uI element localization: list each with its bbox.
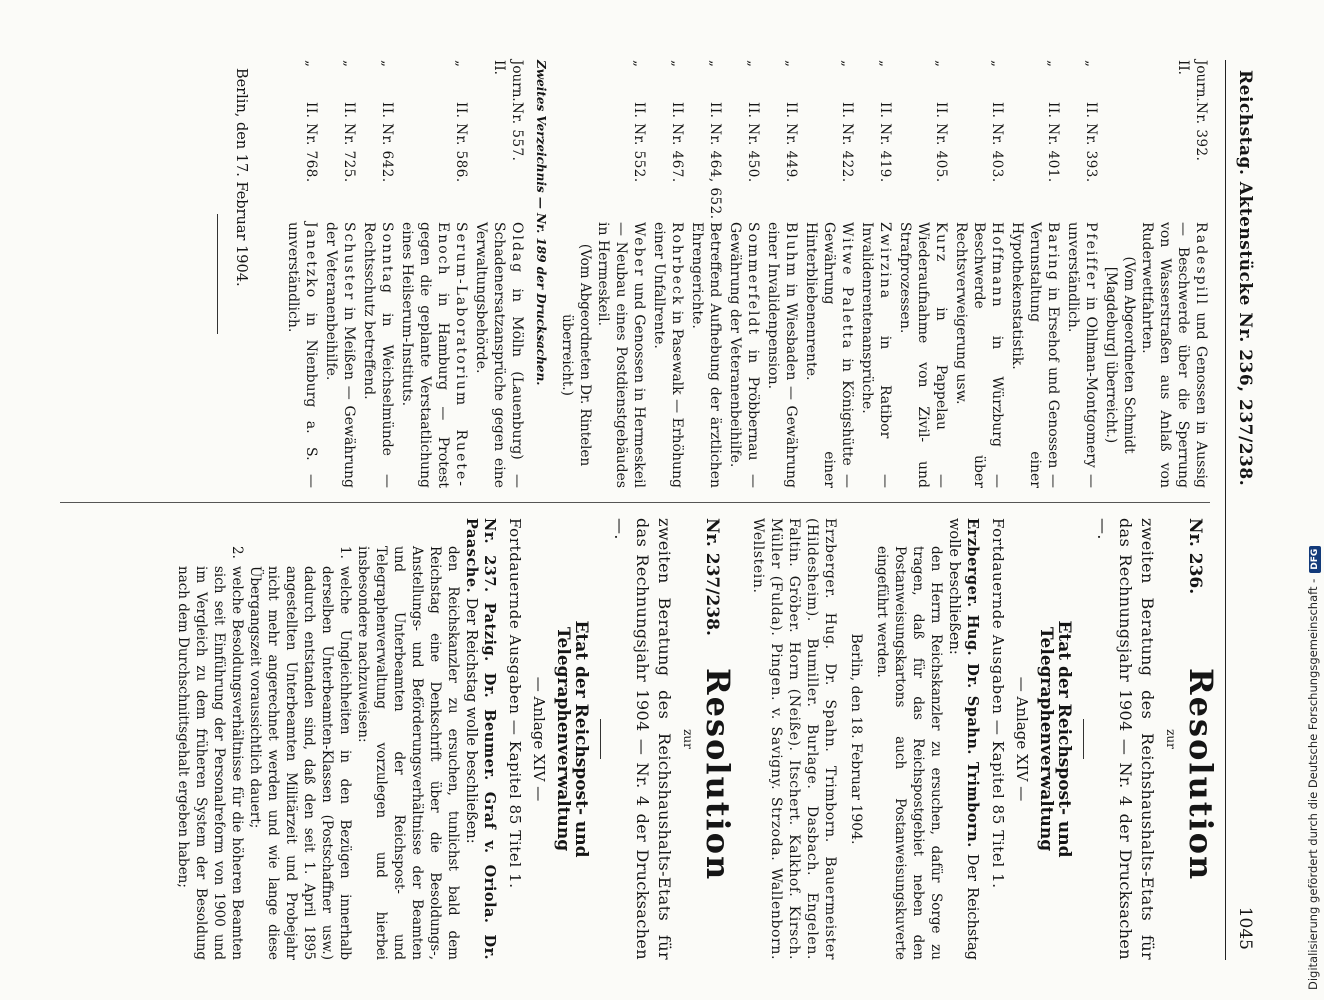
resolution-number: Nr. 237/238. (702, 518, 722, 636)
etat-heading: Etat der Reichspost- und Telegraphenverwaltung (553, 620, 591, 858)
petition-entry (284, 60, 320, 488)
petition-number: II. Nr. 768. (303, 102, 319, 183)
item-number: 2. (229, 546, 245, 559)
page-number: 1045 (1235, 906, 1255, 950)
page-header (1225, 60, 1256, 960)
resolution-number: Nr. 236. (1185, 518, 1205, 595)
journal-ref: „ (1083, 60, 1099, 67)
petition-note: (Vom Abgeordneten Schmidt [Magdeburg] überreicht.) (1103, 256, 1137, 454)
petition-number: II. Nr. 552. (631, 102, 647, 183)
motion-line (945, 518, 981, 960)
list-heading: Zweites Verzeichnis — Nr. 189 der Drucksachen. (534, 60, 548, 386)
petition-subject: in Wiesbaden — Gewährung einer Invalidenpension. (765, 222, 799, 489)
item-number: 1. (337, 546, 353, 559)
petitioner-name: Janetzko (303, 222, 319, 300)
motion-text: Der Reichstag wolle beschließen: (463, 597, 479, 844)
petitioner-name: Kurz (933, 222, 949, 264)
petition-subject: in Ersehof und Genossen — Verunstaltung einer Hypothekenstatistik. (1009, 222, 1061, 488)
petition-subject: in Meißen — Gewährung der Veteranenbeihilfe. (323, 222, 357, 488)
dfg-logo: DFG (1309, 546, 1321, 573)
petition-subject: Betreffend Aufhebung der ärztlichen Ehrengerichte. (689, 222, 723, 488)
petition-entry (1008, 60, 1062, 488)
resolution-title: Resolution (699, 668, 737, 882)
petition-number: II. Nr. 405. (933, 102, 949, 183)
petition-subject: in Pappelau — Wiederaufnahme von Zivil- und Strafprozessen. (897, 222, 949, 488)
etat-heading: Etat der Reichspost- und Telegraphenverwaltung (1036, 620, 1074, 858)
journal-ref: „ (745, 60, 761, 67)
petition-entry (952, 60, 1006, 488)
petition-number: II. Nr. 422. (839, 102, 855, 183)
city-date: Berlin, den 18. Februar 1904. (848, 633, 864, 845)
petition-entry (726, 60, 762, 488)
journal-ref: „ (839, 60, 855, 67)
petitioner-name: Baring (1045, 222, 1061, 282)
petition-number: II. Nr. 393. (1083, 102, 1099, 183)
place-date: Berlin, den 17. Februar 1904. (233, 68, 249, 287)
journal-ref: Journ. II. (491, 60, 525, 102)
petition-subject: und Genossen in Aussig — Beschwerde über die Sperrung von Wasserstraßen aus Anlaß von Ruderwettfahrten. (1139, 222, 1209, 488)
motion-line (462, 518, 498, 960)
petitioner-name: Witwe Paletta (839, 222, 855, 351)
petition-number: II. Nr. 401. (1045, 102, 1061, 183)
petition-subject: in Weichselmünde — Rechtsschutz betreffend. (361, 222, 395, 488)
petition-subject: in Würzburg — Beschwerde über Rechtsverweigerung usw. (953, 222, 1005, 489)
petition-subject: in Hamburg — Protest gegen die geplante Verstaatlichung eines Heilserum-Instituts. (399, 222, 451, 488)
petition-number: II. Nr. 725. (341, 102, 357, 183)
petition-number: II. Nr. 467. (669, 102, 685, 183)
petition-number: Nr. 557. (509, 102, 525, 162)
petition-subject: in Nienburg a. S. — unverständlich. (285, 222, 319, 489)
credit-text: Digitalisierung gefördert durch die Deutsche Forschungsgemeinschaft - (1306, 578, 1320, 990)
petition-entry (764, 60, 800, 488)
petitioner-name: Radespill (1193, 222, 1209, 307)
petitioner-name: Oldag (509, 222, 525, 275)
petition-subject: in Königshütte — Gewährung einer Hinterbliebenenrente. (803, 222, 855, 488)
petition-subject: in Mölln (Lauenburg) — Schadenersatzansprüche gegen eine Verwaltungsbehörde. (473, 222, 525, 489)
petitioner-name: Rohrbeck (669, 222, 685, 307)
petition-subject: in Ohlman-Montgomery — unverständlich. (1065, 222, 1099, 489)
petition-number: II. Nr. 586. (453, 102, 469, 183)
journal-ref: „ (1045, 60, 1061, 67)
petition-number: II. Nr. 642. (379, 102, 395, 183)
petition-subject: in Pröbbernau — Gewährung der Veteranenbeihilfe. (727, 222, 761, 488)
rotated-document-page (50, 60, 1270, 960)
resolution-column (50, 518, 1220, 960)
petition-number: II. Nr. 403. (989, 102, 1005, 183)
petitioner-name: Sommerfeldt (745, 222, 761, 337)
movers: Erzberger. Hug. Dr. Spahn. Trimborn. (964, 518, 981, 848)
petitioner-name: Weber (631, 222, 647, 278)
petitioner-name: Zwirzina (877, 222, 893, 301)
petition-entry (688, 60, 724, 488)
column-divider (60, 502, 1210, 503)
movers: Patzig. Dr. Beumer. Graf v. Oriola. Dr. Paasche. (463, 518, 498, 960)
petitioner-name: Hoffmann (989, 222, 1005, 309)
short-rule (1083, 719, 1084, 759)
petitioner-name: Serum-Laboratorium Ruete-Enoch (435, 222, 469, 488)
resolution-zur: zur (1164, 729, 1178, 749)
item-text: welche Ungleichheiten in den Bezügen innerhalb derselben Unterbeamten-Klassen (Postschaffner usw.) dadurch entstanden sind, daß den seit 1. April 1895 angestellten Unterbeamten Militärzeit und Probejahr nicht mehr angerechnet werden und wie lange diese Übergangszeit voraussichtlich dauert; (247, 566, 353, 960)
resolution-text: den Herrn Reichskanzler zu ersuchen, dafür Sorge zu tragen, daß für das Reichspostgebiet neben den Postanweisungskartons auch Postanweisungskuverte eingeführt werden. (874, 546, 944, 960)
resolution-237 (174, 518, 737, 960)
petition-entry (650, 60, 686, 488)
petition-entry (1102, 60, 1210, 488)
petition-list-second (284, 60, 526, 488)
motion-text: Der Reichstag wolle beschließen: (946, 518, 980, 960)
petition-subject: in Ratibor — Invalidenrentenansprüche. (859, 222, 893, 488)
kapitel-label: Fortdauernde Ausgaben — Kapitel 85 Titel 1. (989, 518, 1007, 889)
journal-ref: „ (989, 60, 1005, 67)
journal-ref: „ (631, 60, 647, 67)
journal-ref: „ (933, 60, 949, 67)
petition-number: II. Nr. 450. (745, 102, 761, 183)
petition-entry (472, 60, 526, 488)
petitioner-name: Bluhm (783, 222, 799, 279)
petition-entry (896, 60, 950, 488)
resolution-item (174, 546, 246, 960)
resolution-text: den Reichskanzler zu ersuchen, tunlichst bald dem Reichstag eine Denkschrift über die Besoldungs-, Anstellungs- und Beförderungsverhältnisse der Beamten und Unterbeamten der Reichspost- und Telegraphenverwaltung vorzulegen und hierbei insbesondere nachzuweisen: (355, 546, 461, 960)
journal-ref: „ (877, 60, 893, 67)
journal-ref: „ (303, 60, 319, 67)
petition-number: II. Nr. 419. (877, 102, 893, 183)
resolution-subject: zweiten Beratung des Reichshaushalts-Etats für das Rechnungsjahr 1904 — Nr. 4 der Drucksachen —. (1094, 518, 1157, 960)
journal-ref: Journ. II. (1175, 60, 1209, 102)
resolution-236 (749, 518, 1220, 960)
item-text: welche Besoldungsverhältnisse für die höheren Beamten sich seit Einführung der Personalreform von 1900 und im Vergleich zu dem früheren System der Besoldung nach dem Durchschnittsgehalt ergeben haben; (175, 566, 245, 960)
journal-ref: „ (379, 60, 395, 67)
signers-list: Erzberger. Hug. Dr. Spahn. Trimborn. Bauermeister (Hildesheim). Bumiller. Burlage. Dasbach. Engelen. Faltin. Gröber. Horn (Neiße). Itschert. Kalkhof. Kirsch. Müller (Fulda). Pingen. v. Savigny. Strzoda. Wallenborn. Wellstein. (750, 518, 838, 960)
anlage-label: — Anlage XIV — (1013, 676, 1031, 802)
resolution-item (246, 546, 354, 960)
journal-ref: „ (783, 60, 799, 67)
petition-note: (Vom Abgeordneten Dr. Rintelen überreicht.) (559, 243, 593, 467)
journal-ref: „ (341, 60, 357, 67)
petitioner-name: Schuster (341, 222, 357, 302)
petition-entry (398, 60, 470, 488)
anlage-label: — Anlage XIV — (530, 676, 548, 802)
petition-number: II. Nr. 449. (783, 102, 799, 183)
kapitel-label: Fortdauernde Ausgaben — Kapitel 85 Titel 1. (506, 518, 524, 889)
petition-subject: und Genossen in Hermeskeil — Neubau eines Postdienstgebäudes in Hermeskeil. (595, 222, 647, 488)
petition-entry (360, 60, 396, 488)
resolution-subject: zweiten Beratung des Reichshaushalts-Etats für das Rechnungsjahr 1904 — Nr. 4 der Drucksachen —. (611, 518, 674, 960)
petition-entry (802, 60, 856, 488)
petition-entry (858, 60, 894, 488)
petitioner-name: Sonntag (379, 222, 395, 295)
short-rule (600, 719, 601, 759)
divider-line (217, 214, 218, 334)
resolution-title: Resolution (1182, 668, 1220, 882)
petition-entry (558, 60, 648, 488)
resolution-zur: zur (681, 729, 695, 749)
petition-list-column (50, 60, 1210, 488)
petition-entry (1064, 60, 1100, 488)
petition-subject: in Pasewalk — Erhöhung einer Unfallrente. (651, 222, 685, 488)
resolution-items (174, 518, 354, 960)
petition-entry (322, 60, 358, 488)
petition-number: II. Nr. 464, 652. (707, 102, 723, 220)
petition-list-first (558, 60, 1210, 488)
sub-number: Nr. 237. (481, 518, 498, 593)
journal-ref: „ (669, 60, 685, 67)
journal-ref: „ (707, 60, 723, 67)
petitioner-name: Pfeiffer (1083, 222, 1099, 291)
petition-number: Nr. 392. (1193, 102, 1209, 162)
journal-ref: „ (453, 60, 469, 67)
running-head: Reichstag. Aktenstücke Nr. 236, 237/238. (1235, 70, 1255, 487)
